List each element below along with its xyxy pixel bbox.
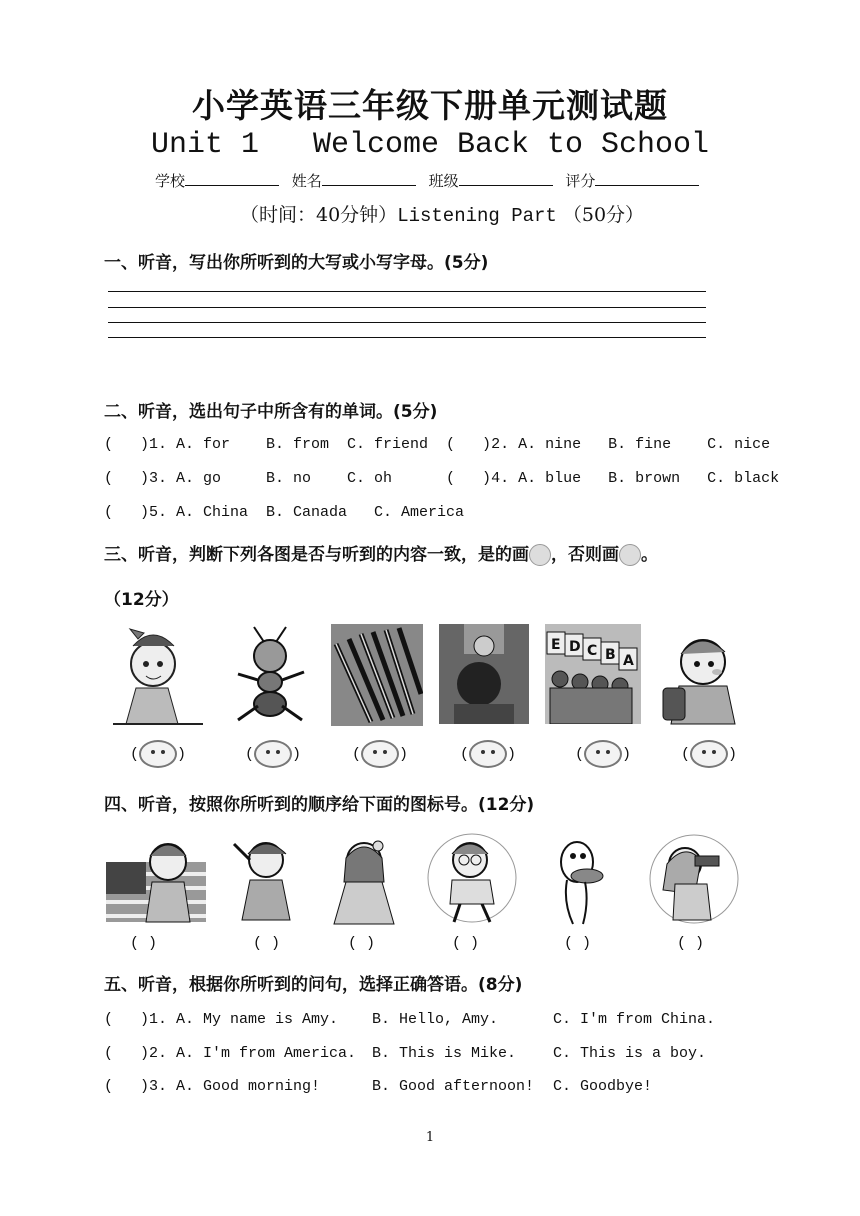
subtitle: [240, 200, 644, 227]
answer-slot-4[interactable]: ( ): [460, 740, 516, 768]
option-c: C. Goodbye!: [553, 1078, 653, 1095]
boy-backpack-picture: [655, 624, 751, 726]
score-label: 评分: [565, 172, 596, 190]
svg-text:A: A: [623, 653, 634, 669]
school-field[interactable]: [185, 171, 279, 186]
face-icon: [139, 740, 177, 768]
svg-text:E: E: [551, 637, 561, 653]
girl-picture: [108, 624, 208, 726]
writing-line[interactable]: [108, 291, 706, 292]
girl-saluting-picture: [224, 832, 308, 924]
writing-line[interactable]: [108, 337, 706, 338]
question-row: ( )3. A. go B. no C. oh ( )4. A. blue B. brown C. black: [104, 470, 780, 487]
face-icon: [584, 740, 622, 768]
class-label: 班级: [428, 172, 459, 190]
ant-picture: [224, 624, 316, 724]
face-icon: [690, 740, 728, 768]
girl-flag-picture: [106, 832, 206, 924]
order-slot-2[interactable]: ( ): [253, 935, 281, 952]
part-score: （50分）: [562, 204, 645, 226]
option-c: C. This is a boy.: [553, 1045, 707, 1062]
section3-heading: 三、听音，判断下列各图是否与听到的内容一致，是的画 ，否则画 。: [104, 545, 658, 565]
option-b: B. Good afternoon!: [372, 1078, 535, 1095]
question-row: ( )5. A. China B. Canada C. America: [104, 504, 465, 521]
face-icon: [254, 740, 292, 768]
section4-heading: 四、听音，按照你所听到的顺序给下面的图标号。(12分): [104, 795, 535, 815]
class-field[interactable]: [459, 171, 553, 186]
writing-line[interactable]: [108, 307, 706, 308]
school-label: 学校: [155, 172, 186, 190]
part-label: Listening Part: [397, 205, 557, 227]
option-b: B. This is Mike.: [372, 1045, 517, 1062]
order-slot-4[interactable]: ( ): [452, 935, 480, 952]
section3-score: （12分）: [104, 590, 179, 610]
answer-slot-1[interactable]: ( ): [130, 740, 186, 768]
girl-telescope-picture: [645, 834, 743, 924]
question-row: ( )1. A. for B. from C. friend ( )2. A. nine B. fine C. nice: [104, 436, 771, 453]
svg-text:C: C: [587, 643, 598, 659]
section2-heading: 二、听音，选出句子中所含有的单词。(5分): [104, 402, 438, 422]
answer-slot-6[interactable]: ( ): [681, 740, 737, 768]
smile-face-icon: [529, 544, 551, 566]
boy-glasses-picture: [424, 832, 520, 926]
name-field[interactable]: [322, 171, 416, 186]
time-note: （时间：40分钟）: [240, 204, 398, 226]
order-slot-5[interactable]: ( ): [564, 935, 592, 952]
page-title: 小学英语三年级下册单元测试题: [192, 86, 668, 125]
classroom-picture: [439, 624, 529, 724]
order-slot-1[interactable]: ( ): [130, 935, 158, 952]
question-row: ( )3. A. Good morning!: [104, 1078, 321, 1095]
question-row: ( )1. A. My name is Amy.: [104, 1011, 339, 1028]
answer-slot-2[interactable]: ( ): [245, 740, 301, 768]
question-row: ( )2. A. I'm from America.: [104, 1045, 357, 1062]
sad-face-icon: [619, 544, 641, 566]
answer-slot-3[interactable]: ( ): [352, 740, 408, 768]
answer-slot-5[interactable]: ( ): [575, 740, 631, 768]
girl-flower-picture: [322, 832, 406, 926]
svg-text:B: B: [605, 647, 616, 663]
letter-cards-picture: [545, 624, 641, 724]
score-field[interactable]: [595, 171, 699, 186]
option-c: C. I'm from China.: [553, 1011, 716, 1028]
unit-title: Unit 1 Welcome Back to School: [150, 128, 710, 162]
option-b: B. Hello, Amy.: [372, 1011, 499, 1028]
section1-heading: 一、听音，写出你所听到的大写或小写字母。(5分): [104, 253, 489, 273]
section5-heading: 五、听音，根据你所听到的问句，选择正确答语。(8分): [104, 975, 523, 995]
face-icon: [469, 740, 507, 768]
writing-line[interactable]: [108, 322, 706, 323]
face-icon: [361, 740, 399, 768]
student-info-line: [155, 170, 707, 191]
order-slot-6[interactable]: ( ): [677, 935, 705, 952]
name-label: 姓名: [291, 172, 322, 190]
duck-picture: [545, 832, 615, 926]
svg-text:D: D: [569, 639, 581, 655]
page-number: 1: [425, 1130, 435, 1145]
order-slot-3[interactable]: ( ): [348, 935, 376, 952]
pencils-picture: [331, 624, 423, 726]
